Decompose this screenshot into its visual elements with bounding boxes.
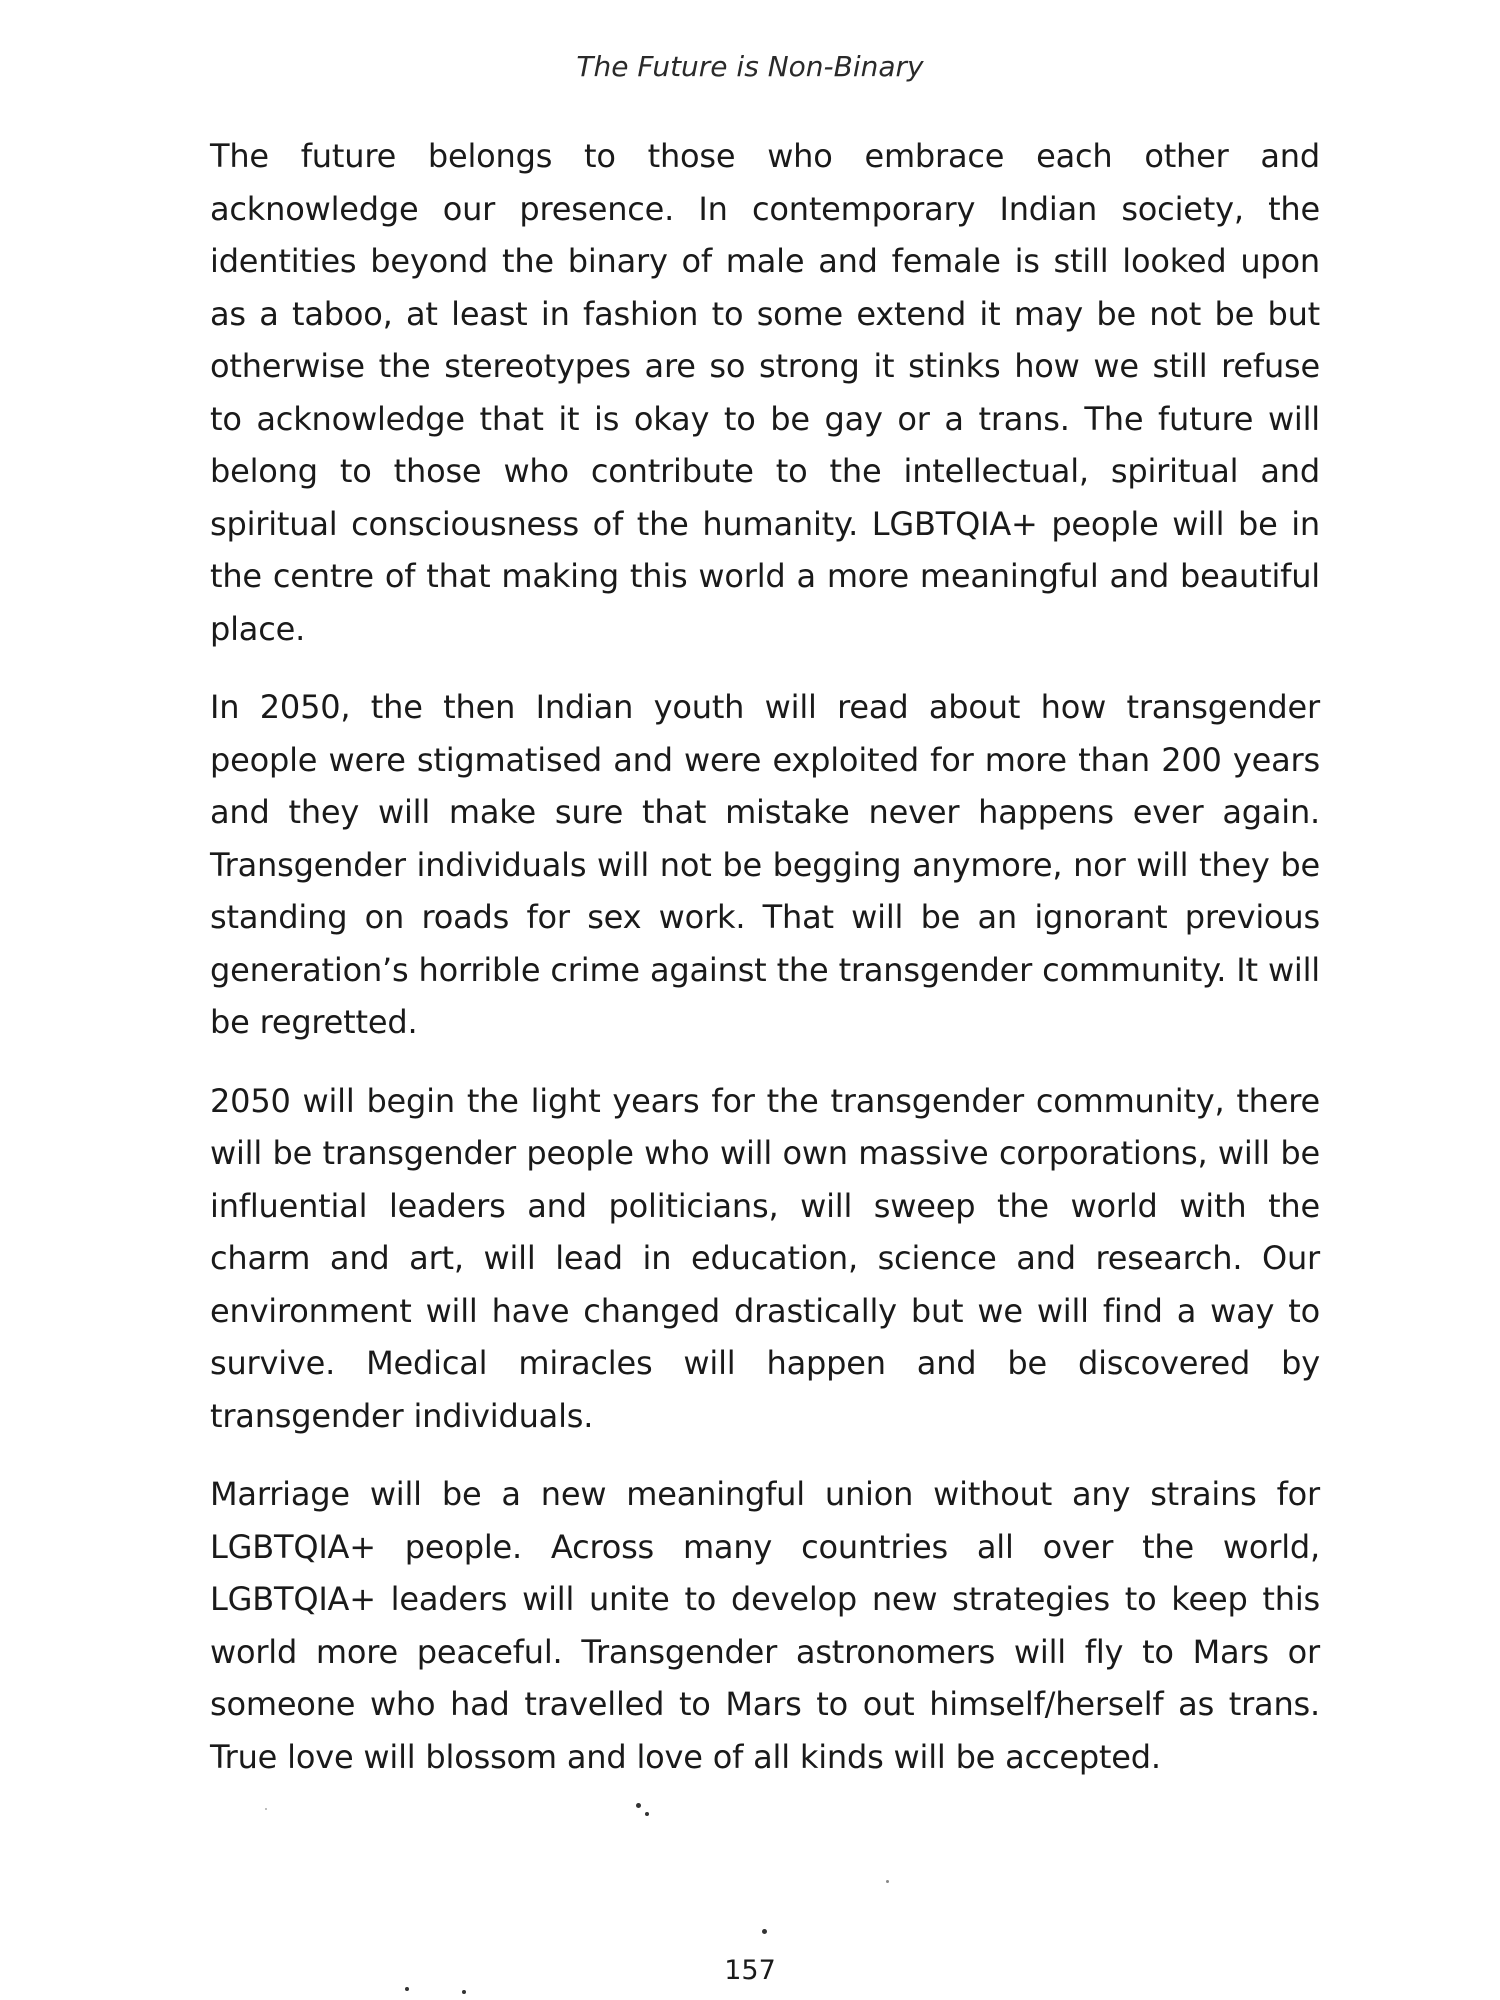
page-number: 157 — [724, 1955, 776, 1986]
paragraph-3: 2050 will begin the light years for the transgender community, there will be transgender people who will own massive corporations, will be influential leaders and politicians, will sweep the world with the charm and art, will lead in education, science and research. Our environment will have changed drastically but we will find a way to survive. Medical miracles will happen and be discovered by transgender individuals. — [210, 1081, 1320, 1435]
scan-speck — [265, 1808, 267, 1810]
scan-speck — [645, 1812, 649, 1816]
scan-speck — [636, 1803, 641, 1808]
body-text — [210, 130, 1320, 1809]
paragraph-1: The future belongs to those who embrace each other and acknowledge our presence. In contemporary Indian society, the identities beyond the binary of male and female is still looked upon as a taboo, at least in fashion to some extend it may be not be but otherwise the stereotypes are so strong it stinks how we still refuse to acknowledge that it is okay to be gay or a trans. The future will belong to those who contribute to the intellectual, spiritual and spiritual consciousness of the humanity. LGBTQIA+ people will be in the centre of that making this world a more meaningful and beautiful place. — [210, 137, 1320, 648]
scan-speck — [405, 1987, 409, 1991]
running-header: The Future is Non-Binary — [576, 50, 924, 83]
scan-speck — [462, 1990, 466, 1994]
scan-speck — [886, 1880, 889, 1883]
scan-speck — [762, 1929, 767, 1934]
paragraph-2: In 2050, the then Indian youth will read about how transgender people were stigmatised and were exploited for more than 200 years and they will make sure that mistake never happens ever again. Transgender individuals will not be begging anymore, nor will they be standing on roads for sex work. That will be an ignorant previous generation’s horrible crime against the transgender community. It will be regretted. — [210, 688, 1320, 1041]
paragraph-4: Marriage will be a new meaningful union without any strains for LGBTQIA+ people. Across many countries all over the world, LGBTQIA+ leaders will unite to develop new strategies to keep this world more peaceful. Transgender astronomers will fly to Mars or someone who had travelled to Mars to out himself/herself as trans. True love will blossom and love of all kinds will be accepted. — [210, 1475, 1320, 1776]
